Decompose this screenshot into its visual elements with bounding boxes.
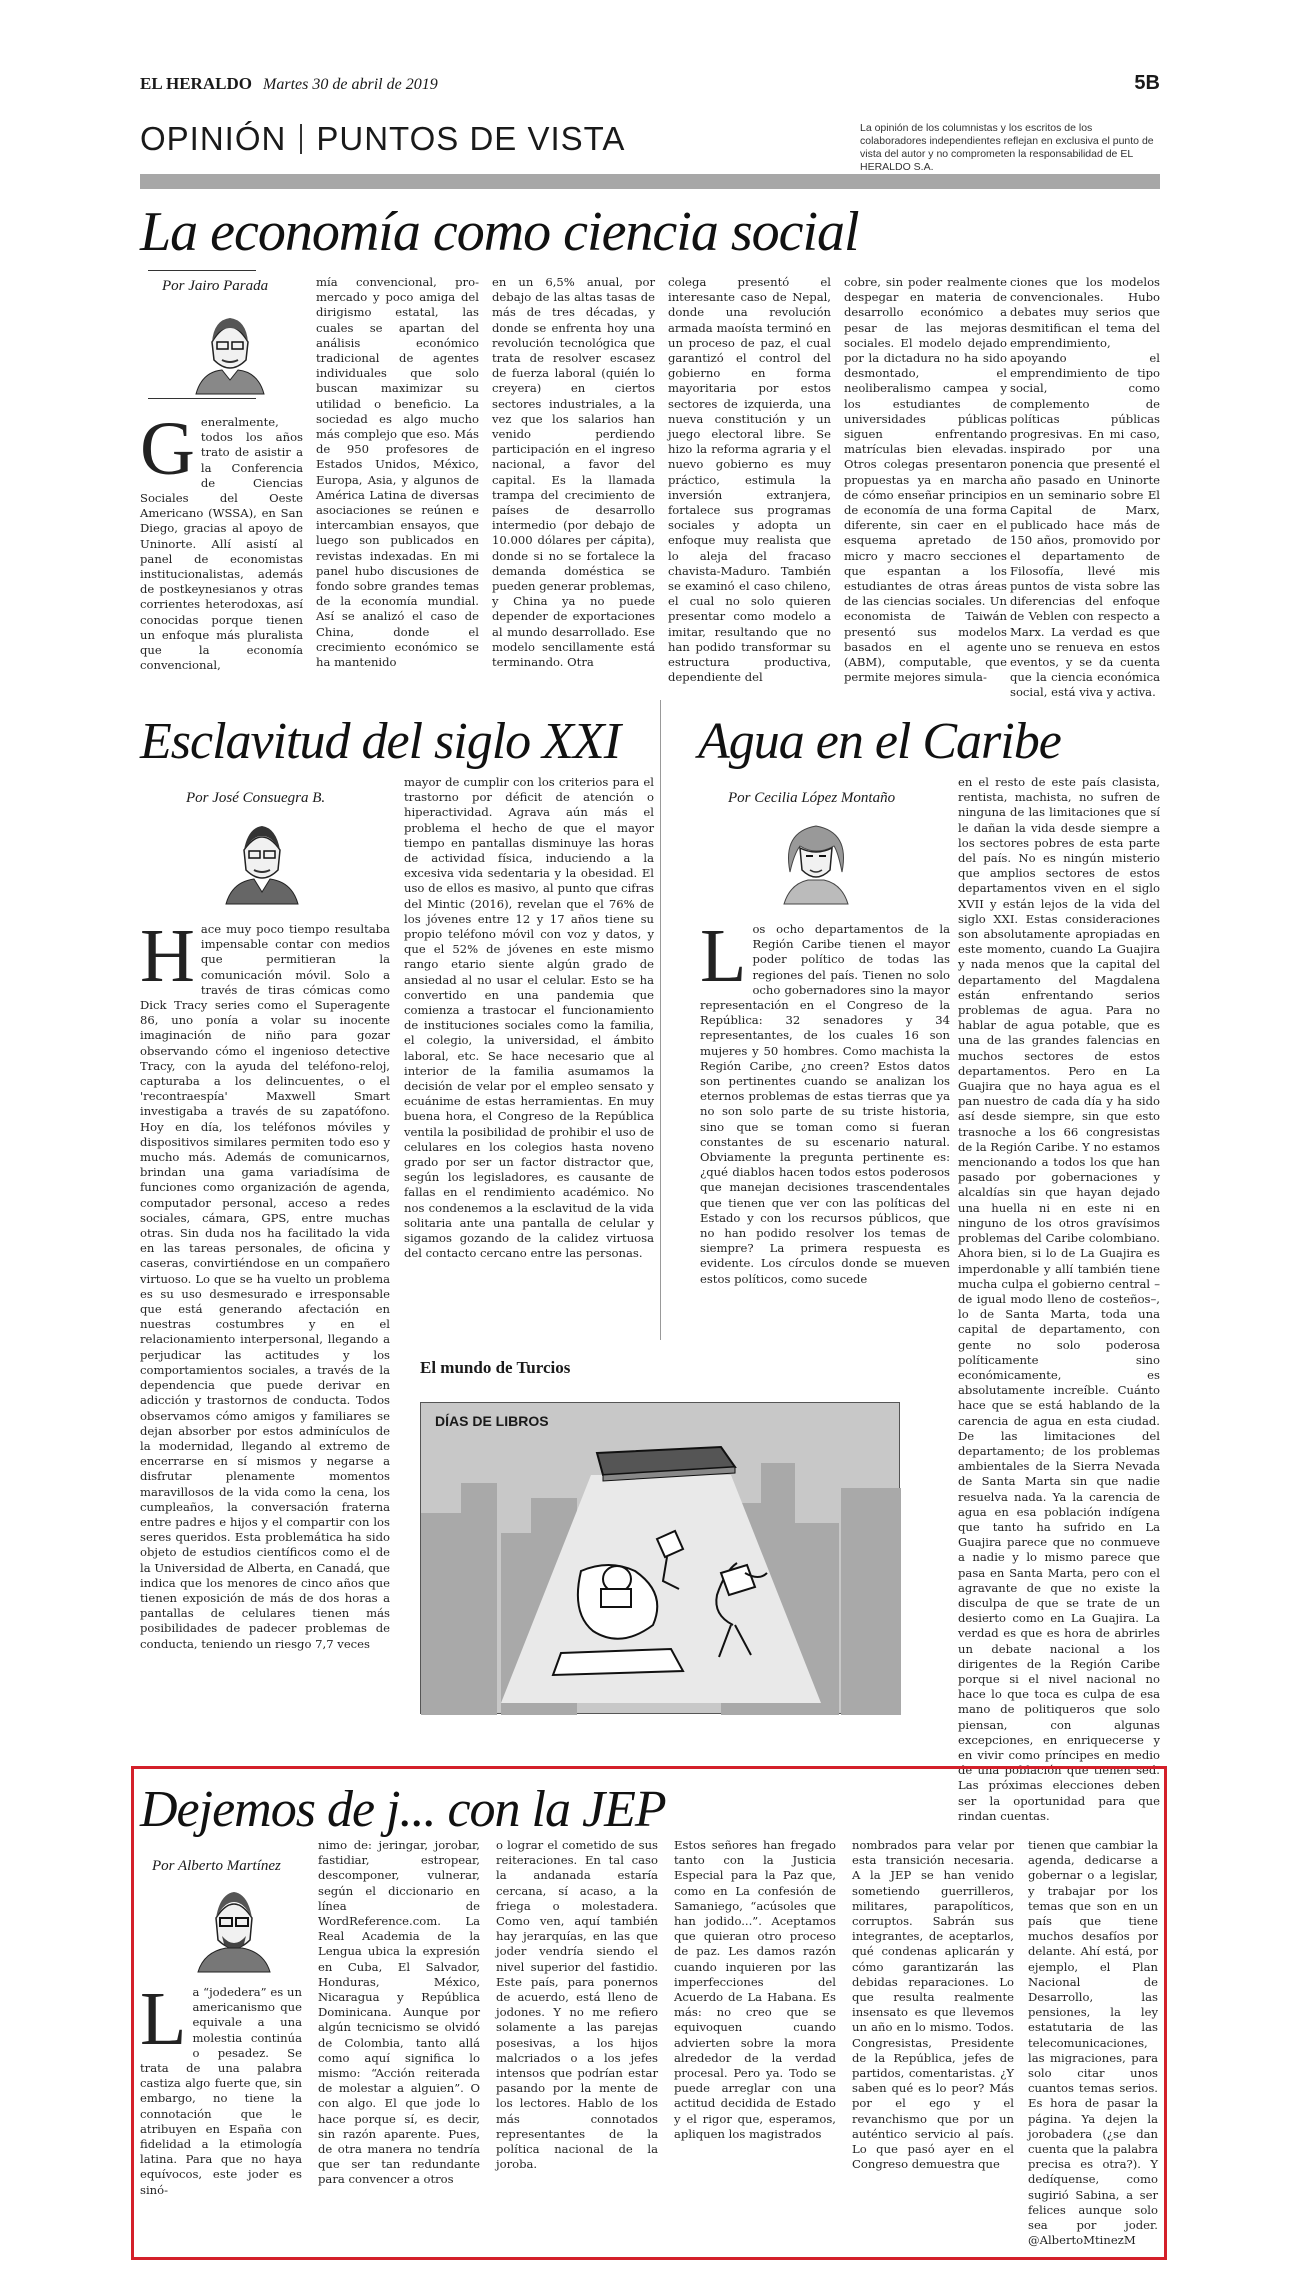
article2-byline: Por José Consuegra B. (186, 790, 326, 806)
article4-dropcap: L (140, 1977, 187, 2061)
article1-author-portrait (182, 302, 278, 394)
article4-col-6: tienen que cambiar la agenda, dedicarse a gobernar o a legislar, y trabajar por los temas que son en un país que tiene muchos desafíos por delante. Ahí está, por ejemplo, el Plan Nacional de Desarrollo, las pensiones, la ley estatutaria de las telecomunicaciones, las migraciones, para solo citar unos cuantos temas serios. Es hora de pasar la página. Ya dejen la jorobadera (¿se dan cuenta que la palabra precisa es otra?). Y dedíquense, como sugirió Sabina, a ser felices aunque solo sea por joder. @AlbertoMtinezM (1028, 1838, 1158, 2248)
article1-col-5: cobre, sin poder realmente despegar en materia de desarrollo económico a pesar de las mejoras sociales. El modelo dejado por la dictadura no ha sido desmontado, el neoliberalismo campea y los estudiantes de universidades públicas siguen enfrentando matrículas bien elevadas. Otros colegas presentaron propuestas ya en marcha de cómo enseñar principios de economía de una forma diferente, sin caer en el esquema apretado de micro y macro secciones que espantan a los estudiantes de otras áreas de las ciencias sociales. Un economista de Taiwán presentó sus modelos basados en el agente (ABM), computable, que permite mejores simula- (844, 275, 1007, 685)
newspaper-brand: EL HERALDO (140, 74, 252, 93)
column-separator (660, 700, 661, 1340)
article1-col-4: colega presentó el interesante caso de Nepal, donde una revolución armada maoísta terminó en un proceso de paz, el cual garantizó el control del gobierno en forma mayoritaria por estos sectores de izquierda, una nueva constitución y un juego electoral libre. Se hizo la reforma agraria y el nuevo gobierno es muy práctico, estimula la inversión extranjera, fortalece sus programas sociales y adopta un enfoque muy realista que lo aleja del fracaso chavista-Maduro. También se examinó el caso chileno, el cual no solo quieren presentar como modelo a imitar, resultando que no han podido transformar su estructura productiva, dependiente del (668, 275, 831, 685)
article2-col-2: mayor de cumplir con los criterios para el trastorno por déficit de atención o hiperactividad. Agrava aún más el problema el hecho de que el mayor tiempo en pantallas disminuye las horas de actividad física, induciendo a la excesiva vida sedentaria y la obesidad. El uso de ellos es masivo, al punto que cifras del Mintic (2016), revelan que el 76% de los jóvenes entre 12 y 17 años tiene su propio teléfono móvil con voz y datos, y que el 52% de jóvenes en este mismo rango etario siente algún grado de ansiedad al no usar el celular. Esto se ha convertido en una pandemia que comienza a trastocar el funcionamiento de instituciones sociales como la familia, el colegio, la universidad, el ámbito laboral, etc. Se hace necesario que al interior de la familia asumamos la decisión de velar por el empleo sensato y ecuánime de estas herramientas. En muy buena hora, el Congreso de la República ventila la posibilidad de prohibir el uso de celulares en los colegios hasta noveno grado por ser un factor distractor que, según los legisladores, es causante de fallas en el rendimiento académico. No nos condenemos a la esclavitud de la vida solitaria ante una pantalla de celular y sigamos gozando de la calidez virtuosa del contacto cercano entre las personas. (404, 775, 654, 1261)
article1-col-2: mía convencional, pro-mercado y poco amiga del dirigismo estatal, las cuales se apartan del análisis económico tradicional de agentes individuales que solo buscan maximizar su utilidad o beneficio. La sociedad es algo mucho más complejo que eso. Más de 950 profesores de Estados Unidos, México, Europa, Asia, y algunos de América Latina de diversas asociaciones se reúnen e intercambian ensayos, que luego son publicados en revistas indexadas. En mi panel hubo discusiones de fondo sobre grandes temas de la economía mundial. Así se analizó el caso de China, donde el crecimiento económico se ha mantenido (316, 275, 479, 670)
article4-col-2: nimo de: jeringar, jorobar, fastidiar, estropear, descomponer, vulnerar, según el diccionario en línea de WordReference.com. La Real Academia de la Lengua ubica la expresión en Cuba, El Salvador, Honduras, México, Nicaragua y República Dominicana. Aunque por algún tecnicismo se olvidó de Colombia, tanto allá como aquí significa lo mismo: “Acción reiterada de molestar a alguien”. O con algo. El que jode lo hace porque sí, es decir, sin razón aparente. Pues, de otra manera no tendría que ser tan redundante para convencer a otros (318, 1838, 480, 2187)
article4-col-1: La “jodedera” es un americanismo que equivale a una molestia continúa o pesadez. Se trata de una palabra castiza algo fuerte que, sin embargo, no tiene la connotación que le atribuyen en España con fidelidad a la etimología latina. Para que no haya equívocos, este joder es sinó- (140, 1977, 302, 2197)
article1-col-3: en un 6,5% anual, por debajo de las altas tasas de más de tres décadas, y donde se enfrenta hoy una revolución tecnológica que trata de resolver escasez de fuerza laboral (quién lo creyera) en ciertos sectores industriales, a la vez que los salarios han venido perdiendo participación en el ingreso nacional, a favor del capital. Es la llamada trampa del crecimiento de países de desarrollo intermedio (por debajo de 10.000 dólares per cápita), donde si no se fortalece la demanda doméstica se pueden generar problemas, y China ya no puede depender de exportaciones al mundo desarrollado. Ese modelo sencillamente está terminando. Otra (492, 275, 655, 670)
article3-col-2: en el resto de este país clasista, rentista, machista, no sufren de ninguna de las limitaciones que sí le dañan la vida desde siempre a los sectores pobres de esta parte del país. No es ningún misterio que amplios sectores de estos departamentos viven en el siglo XVII y están lejos de la vida del siglo XXI. Estas consideraciones son absolutamente apropiadas en este momento, cuando La Guajira y nada menos que la capital del departamento del Magdalena están enfrentando serios problemas de agua. Para no hablar de agua potable, que es una de las grandes falencias en muchos sectores de estos departamentos. Pero en La Guajira que no haya agua es el pan nuestro de cada día y ha sido así desde siempre, sin que esto trasnoche a los 66 congresistas de la Región Caribe. Y no estamos mencionando a todos los que han pasado por gobernaciones y alcaldías sin que hayan dejado una huella ni en este ni en ninguno de los otros gravísimos problemas del Caribe colombiano. Ahora bien, si lo de La Guajira es imperdonable y allí también tiene mucha culpa el gobierno central –de igual modo lleno de costeños–, lo de Santa Marta, toda una capital de departamento, con gente no solo poderosa políticamente sino económicamente, es absolutamente increíble. Cuánto hace que se está hablando de la carencia de agua en esta ciudad. De las limitaciones del departamento; de los problemas ambientales de la Sierra Nevada de Santa Marta sin que nadie resuelva nada. Ya la carencia de agua en esa población indígena que tanto ha sufrido en La Guajira parece que no conmueve a nadie y lo mismo parece que pasa en Santa Marta, pero con el agravante de que no existe la disculpa de que se trate de un desierto como en La Guajira. La verdad es que es hora de abrirles un debate nacional a los dirigentes de la Región Caribe porque si el nivel nacional no hace lo que toca es culpa de esa mano de politiqueros que solo piensan, con algunas excepciones, en enriquecerse y en vivir como príncipes en medio de una población que tienen sed. Las próximas elecciones deben ser la oportunidad para que rindan cuentas. (958, 775, 1160, 1823)
article1-byline: Por Jairo Parada (162, 278, 269, 294)
article1-col-1: Generalmente, todos los años trato de asistir a la Conferencia de Ciencias Sociales del Oeste Americano (WSSA), en San Diego, gracias al apoyo de Uninorte. Allí asistí al panel de economistas institucionalistas, además de postkeynesianos y otras corrientes heterodoxas, así conocidas porque tienen un enfoque más pluralista que la economía convencional, (140, 407, 303, 673)
article4-byline: Por Alberto Martínez (152, 1858, 281, 1874)
cartoon-illustration (421, 1403, 901, 1715)
article1-headline: La economía como ciencia social (140, 201, 859, 263)
article4-col-5: nombrados para velar por esta transición necesaria. A la JEP se han venido sometiendo guerrilleros, militares, parapolíticos, corruptos. Sabrán sus integrantes, de aceptarlos, qué condenas aplicarán y cómo garantizarán las debidas reparaciones. Lo que resulta realmente insensato es que llevemos un año en lo mismo. Todos. Congresistas, Presidente de la República, jefes de partidos, comentaristas. ¿Y saben qué es lo peor? Más por el ego y el revanchismo que por un auténtico servicio al país. Lo que pasó ayer en el Congreso demuestra que (852, 1838, 1014, 2172)
article1-byline-rule-top (148, 270, 256, 271)
page-number: 5B (1134, 72, 1160, 94)
article4-col-3: o lograr el cometido de sus reiteraciones. En tal caso la andanada estaría cercana, sí acaso, a la friega o molestadera. Como ven, aquí también hay jerarquías, en las que joder vendría siendo el nivel superior del fastidio. Este país, para ponernos de acuerdo, está lleno de jodones. Y no me refiero solamente a las parejas posesivas, a los hijos malcriados o a los jefes intensos que podrían estar pasando por la mente de los lectores. Hablo de los más connotados representantes de la política nacional de la joroba. (496, 1838, 658, 2172)
article3-dropcap: L (700, 914, 747, 998)
article3-byline: Por Cecilia López Montaño (728, 790, 896, 806)
article2-dropcap: H (140, 914, 195, 998)
article4-author-portrait (186, 1880, 282, 1972)
article3-author-portrait (768, 812, 864, 904)
article3-headline: Agua en el Caribe (698, 713, 1061, 770)
section-header (140, 120, 1160, 173)
cartoon (420, 1402, 900, 1714)
article1-dropcap: G (140, 407, 195, 491)
masthead (140, 74, 1160, 104)
cartoon-label: DÍAS DE LIBROS (435, 1413, 549, 1429)
article1-byline-rule-bottom (148, 398, 256, 399)
article4-headline: Dejemos de j... con la JEP (140, 1781, 666, 1838)
section-title-right: PUNTOS DE VISTA (316, 120, 626, 157)
article1-col-6: ciones que los modelos convencionales. Hubo debates muy serios que desmitifican el tema del emprendimiento, apoyando el emprendimiento de tipo social, como complemento de políticas públicas progresivas. En mi caso, inspirado por una ponencia que presenté el año pasado en Uninorte en un seminario sobre El Capital de Marx, publicado hace más de 150 años, promovido por el departamento de Filosofía, llevé mis puntos de vista sobre las diferencias del enfoque de Veblen con respecto a Marx. La verdad es que uno se renueva en estos eventos, y se da cuenta que la ciencia económica social, está viva y activa. (1010, 275, 1160, 700)
section-title-left: OPINIÓN (140, 120, 287, 157)
issue-date: Martes 30 de abril de 2019 (263, 76, 438, 93)
article4-col-4: Estos señores han fregado tanto con la Justicia Especial para la Paz que, como en La confesión de Samaniego, “acúsoles que han jodido...”. Aceptamos que quieran otro proceso de paz. Les damos razón cuando inquieren por las imperfecciones del Acuerdo de La Habana. Es más: no creo que se equivoquen cuando advierten sobre la mora alrededor de la verdad procesal. Pero ya. Todo se puede arreglar con una actitud decidida de Estado y el rigor que, esperamos, apliquen los magistrados (674, 1838, 836, 2141)
cartoon-section-title: El mundo de Turcios (420, 1358, 571, 1377)
editorial-disclaimer: La opinión de los columnistas y los escritos de los colaboradores independientes reflejan en exclusiva el punto de vista del autor y no comprometen la responsabilidad de EL HERALDO S.A. (860, 122, 1154, 173)
article2-headline: Esclavitud del siglo XXI (140, 713, 621, 770)
section-gray-bar (140, 174, 1160, 189)
article3-col-1: Los ocho departamentos de la Región Caribe tienen el mayor poder político de todas las regiones del país. Tienen no solo ocho gobernadores sino la mayor representación en el Congreso de la República: 32 senadores y 34 representantes, de los cuales 16 son mujeres y 50 hombres. Como machista la Región Caribe, ¿no creen? Estos datos son pertinentes cuando se analizan los eternos problemas de estas tierras que ya no son solo parte de su triste historia, sino que se toman como si fueran constantes de su escenario natural. Obviamente la pregunta pertinente es: ¿qué diablos hacen todos estos poderosos que manejan decisiones trascendentales que tienen que ver con las políticas del Estado y con los recursos públicos, que no han podido resolver los temas de siempre? La primera respuesta es evidente. Los círculos donde se mueven estos políticos, como sucede (700, 914, 950, 1286)
section-title (140, 120, 625, 157)
article2-author-portrait (214, 812, 310, 904)
section-divider (300, 124, 302, 154)
article2-col-1: Hace muy poco tiempo resultaba impensable contar con medios que permitieran la comunicación móvil. Solo a través de tiras cómicas como Dick Tracy series como el Superagente 86, uno ponía a volar su inocente imaginación de niño para gozar observando cómo el ingenioso detective Tracy, con la ayuda del teléfono-reloj, capturaba a los delincuentes, o el 'recontraespía' Maxwell Smart investigaba a través de su zapatófono. Hoy en día, los teléfonos móviles y dispositivos similares permiten todo eso y mucho más. Además de comunicarnos, brindan una gama variadísima de funciones como organización de agenda, computador personal, acceso a redes sociales, cámara, GPS, entre muchas otras. Sin duda nos ha facilitado la vida en las tareas personales, de oficina y caseras, convirtiéndose en un compañero virtuoso. Lo que se ha vuelto un problema es su uso desmesurado e irresponsable que está generando afectación en nuestras costumbres y en el relacionamiento interpersonal, llegando a perjudicar las actitudes y los comportamientos sociales, a través de la dependencia que puede derivar en adicción y trastornos de conducta. Todos observamos cómo amigos y familiares se dejan absorber por estos adminículos de la modernidad, llegando al extremo de encerrarse en sí mismos y negarse a disfrutar plenamente momentos maravillosos de la vida como la cena, los cumpleaños, la conversación fraterna entre padres e hijos y el compartir con los seres queridos. Esta problemática ha sido objeto de estudios científicos como el de la Universidad de Alberta, en Canadá, que indica que los menores de cinco años que tienen exposición de más de dos horas a pantallas de celulares tienen más posibilidades de padecer problemas de conducta, teniendo un riesgo 7,7 veces (140, 914, 390, 1651)
